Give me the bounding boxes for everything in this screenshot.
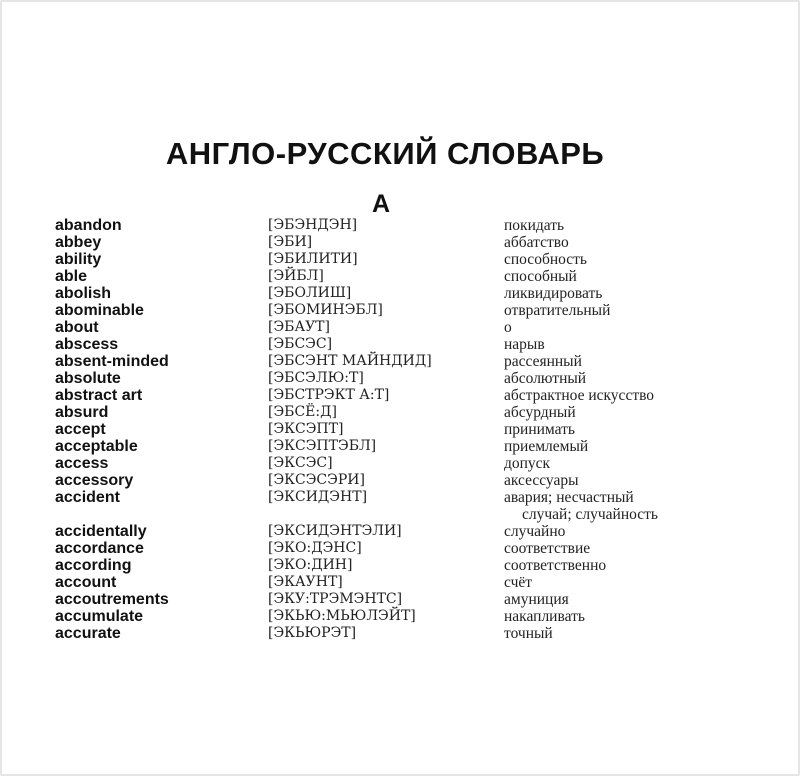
- entry-pronunciation: [ЭБСЭС]: [268, 336, 333, 352]
- dictionary-entry: [0, 608, 800, 625]
- dictionary-entry: [0, 234, 800, 251]
- dictionary-entry: [0, 421, 800, 438]
- dictionary-entry: [0, 370, 800, 387]
- entry-word: access: [55, 455, 109, 472]
- entry-translation: принимать: [504, 421, 575, 438]
- dictionary-entry: [0, 455, 800, 472]
- dictionary-entry: [0, 489, 800, 523]
- entry-translation: о: [504, 319, 512, 336]
- entry-word: accoutrements: [55, 591, 169, 608]
- entry-translation: соответствие: [504, 540, 591, 557]
- entry-translation: покидать: [504, 217, 565, 234]
- entry-word: abscess: [55, 336, 119, 353]
- dictionary-entries: [0, 217, 800, 642]
- entry-translation: аксессуары: [504, 472, 579, 489]
- entry-word: abominable: [55, 302, 144, 319]
- section-letter: А: [372, 190, 391, 218]
- dictionary-entry: [0, 591, 800, 608]
- entry-translation: случайно: [504, 523, 566, 540]
- entry-pronunciation: [ЭБСЁ:Д]: [268, 404, 337, 420]
- entry-word: abandon: [55, 217, 122, 234]
- entry-translation: точный: [504, 625, 553, 642]
- entry-pronunciation: [ЭБОЛИШ]: [268, 285, 352, 301]
- entry-translation-continuation: случай; случайность: [522, 506, 659, 523]
- dictionary-entry: [0, 438, 800, 455]
- entry-word: accidentally: [55, 523, 147, 540]
- entry-pronunciation: [ЭЙБЛ]: [268, 268, 324, 284]
- dictionary-entry: [0, 217, 800, 234]
- entry-pronunciation: [ЭКСЭПТ]: [268, 421, 344, 437]
- entry-translation: абсолютный: [504, 370, 587, 387]
- entry-word: able: [55, 268, 88, 285]
- entry-translation: способный: [504, 268, 577, 285]
- entry-pronunciation: [ЭКЬЮРЭТ]: [268, 625, 357, 641]
- entry-translation: амуниция: [504, 591, 569, 608]
- entry-translation: способность: [504, 251, 587, 268]
- entry-pronunciation: [ЭКУ:ТРЭМЭНТС]: [268, 591, 403, 607]
- entry-pronunciation: [ЭКСЭСЭРИ]: [268, 472, 365, 488]
- dictionary-entry: [0, 268, 800, 285]
- entry-word: absolute: [55, 370, 121, 387]
- entry-word: absent-minded: [55, 353, 169, 370]
- entry-word: about: [55, 319, 99, 336]
- entry-word: abbey: [55, 234, 102, 251]
- entry-pronunciation: [ЭКАУНТ]: [268, 574, 343, 590]
- dictionary-entry: [0, 336, 800, 353]
- entry-translation: соответственно: [504, 557, 607, 574]
- entry-word: absurd: [55, 404, 109, 421]
- entry-translation-line: авария; несчастный: [504, 489, 634, 506]
- entry-pronunciation: [ЭКСЭПТЭБЛ]: [268, 438, 377, 454]
- entry-word: according: [55, 557, 132, 574]
- entry-word: abstract art: [55, 387, 143, 404]
- entry-translation: счёт: [504, 574, 533, 591]
- entry-pronunciation: [ЭКЬЮ:МЬЮЛЭЙТ]: [268, 608, 416, 624]
- entry-pronunciation: [ЭБАУТ]: [268, 319, 330, 335]
- entry-translation: допуск: [504, 455, 551, 472]
- entry-translation: абстрактное искусство: [504, 387, 655, 404]
- entry-pronunciation: [ЭБСЭНТ МАЙНДИД]: [268, 353, 432, 369]
- entry-word: accumulate: [55, 608, 144, 625]
- entry-translation: нарыв: [504, 336, 545, 353]
- entry-word: ability: [55, 251, 102, 268]
- entry-word: accept: [55, 421, 106, 438]
- entry-pronunciation: [ЭБИ]: [268, 234, 313, 250]
- entry-word: accessory: [55, 472, 134, 489]
- entry-translation: [504, 489, 744, 523]
- entry-word: accordance: [55, 540, 144, 557]
- dictionary-entry: [0, 353, 800, 370]
- entry-pronunciation: [ЭБСЭЛЮ:Т]: [268, 370, 364, 386]
- entry-translation: абсурдный: [504, 404, 576, 421]
- entry-word: accurate: [55, 625, 121, 642]
- dictionary-entry: [0, 472, 800, 489]
- entry-pronunciation: [ЭБОМИНЭБЛ]: [268, 302, 383, 318]
- dictionary-entry: [0, 302, 800, 319]
- entry-pronunciation: [ЭКСИДЭНТ]: [268, 489, 368, 505]
- dictionary-entry: [0, 625, 800, 642]
- entry-pronunciation: [ЭБИЛИТИ]: [268, 251, 358, 267]
- entry-pronunciation: [ЭКСИДЭНТЭЛИ]: [268, 523, 402, 539]
- entry-pronunciation: [ЭКСЭС]: [268, 455, 333, 471]
- entry-translation: аббатство: [504, 234, 569, 251]
- dictionary-entry: [0, 540, 800, 557]
- entry-translation: рассеянный: [504, 353, 582, 370]
- entry-translation: ликвидировать: [504, 285, 603, 302]
- entry-pronunciation: [ЭБЭНДЭН]: [268, 217, 358, 233]
- dictionary-entry: [0, 319, 800, 336]
- entry-word: account: [55, 574, 117, 591]
- entry-word: accident: [55, 489, 120, 506]
- entry-pronunciation: [ЭБСТРЭКТ А:Т]: [268, 387, 390, 403]
- entry-pronunciation: [ЭКО:ДЭНС]: [268, 540, 362, 556]
- entry-translation: накапливать: [504, 608, 585, 625]
- entry-pronunciation: [ЭКО:ДИН]: [268, 557, 353, 573]
- entry-translation: приемлемый: [504, 438, 589, 455]
- page-title: АНГЛО-РУССКИЙ СЛОВАРЬ: [165, 136, 605, 171]
- entry-word: abolish: [55, 285, 112, 302]
- dictionary-entry: [0, 557, 800, 574]
- entry-word: acceptable: [55, 438, 138, 455]
- dictionary-entry: [0, 574, 800, 591]
- dictionary-entry: [0, 251, 800, 268]
- entry-translation: отвратительный: [504, 302, 611, 319]
- dictionary-entry: [0, 285, 800, 302]
- dictionary-entry: [0, 404, 800, 421]
- dictionary-entry: [0, 523, 800, 540]
- dictionary-entry: [0, 387, 800, 404]
